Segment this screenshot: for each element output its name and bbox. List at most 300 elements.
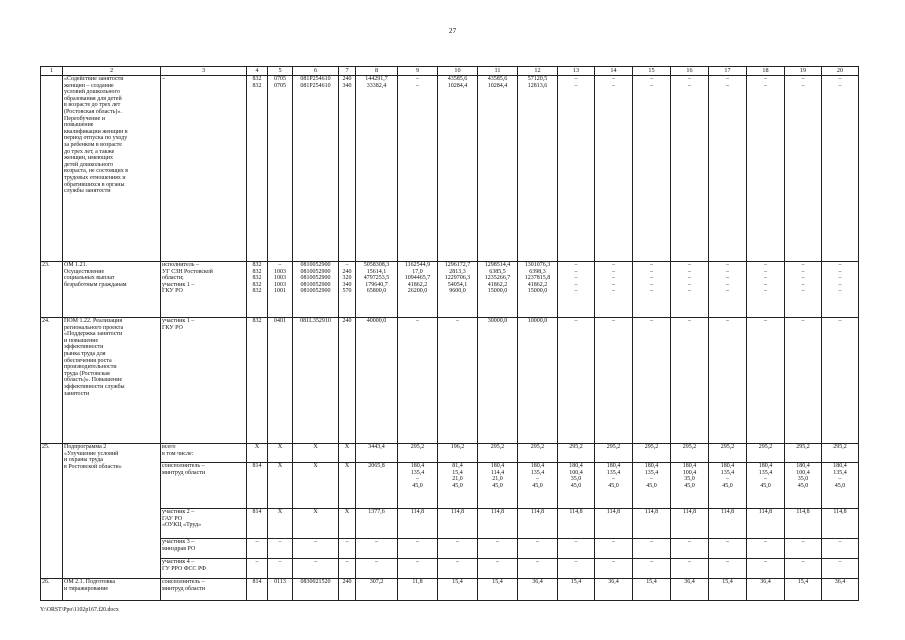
value-cell [268,509,293,539]
cell-line: – [838,476,842,483]
cell-line: 1003 [274,275,286,282]
value-cell [478,509,518,539]
cell-line: 114,4 [490,469,505,476]
cell-line: 0705 [274,76,286,82]
cell-line: 36,4 [834,579,846,585]
row-number-cell [41,76,63,262]
cell-line: 295,2 [796,444,810,450]
value-cell [671,579,709,601]
cell-line: 295,2 [720,444,735,450]
cell-line: – [764,268,767,275]
cell-line: службы занятости [64,188,111,195]
cell-line: – [345,262,349,268]
cell-line: 15,4 [722,579,733,585]
cell-line: – [345,539,349,545]
value-cell [478,318,518,444]
value-cell [356,444,398,463]
cell-line: 114,8 [796,509,810,515]
cell-line: – [650,275,653,282]
cell-line: X [344,463,350,469]
value-cell [747,559,785,579]
cell-line: 3443,4 [368,444,385,450]
cell-line: 135,4 [720,469,735,476]
value-cell [785,579,822,601]
cell-line: – [574,82,578,89]
cell-line: 2813,3 [449,268,466,275]
cell-line: – [416,82,419,89]
cell-line: 295,2 [833,444,847,450]
cell-line: 81,4 [452,463,463,469]
cell-line: занятости [64,390,90,397]
cell-line: – [574,318,578,324]
cell-line: социальных выплат [64,275,115,282]
value-cell [356,559,398,579]
cell-line: 179640,7 [365,281,388,288]
value-cell [785,76,822,262]
cell-line: 081P254610 [300,76,331,82]
table-row [41,579,859,601]
header-row [41,67,859,76]
header-cell: 6 [293,67,339,76]
name-cell [63,579,161,601]
value-cell [671,463,709,509]
value-cell [558,463,595,509]
cell-line: 1003 [274,268,286,275]
value-cell [247,444,268,463]
cell-line: ГУ РРО ФСС РФ [162,565,207,572]
cell-line: – [612,275,615,282]
cell-line: – [801,539,805,545]
cell-line: 15,4 [452,469,463,476]
cell-line: ГАУ РО [162,515,183,522]
value-cell [478,76,518,262]
cell-line: – [574,539,578,545]
cell-line: – [838,281,842,288]
table-row [41,262,859,318]
cell-line: 30000,0 [487,318,508,324]
header-cell: 17 [709,67,747,76]
value-cell [595,579,633,601]
cell-line: – [375,559,378,565]
name-cell [63,318,161,444]
value-cell [595,76,633,262]
value-cell [595,559,633,579]
cell-line: 180,4 [644,463,659,469]
cell-line: 180,4 [569,463,583,469]
cell-line: 1094465,7 [404,275,431,282]
value-cell [671,76,709,262]
value-cell [356,463,398,509]
value-cell [785,559,822,579]
cell-line: 15614,1 [366,268,387,275]
value-cell [518,463,558,509]
value-cell [398,262,438,318]
value-cell [558,559,595,579]
cell-line: 295,2 [606,444,621,450]
cell-line: регионального проекта [64,324,124,331]
cell-line: – [612,559,615,565]
executor-cell [161,559,247,579]
cell-line: возраста, не состоящих в [64,168,129,175]
value-cell [671,539,709,559]
value-cell [558,76,595,262]
cell-line: минтруд области [162,585,206,592]
value-cell [438,262,478,318]
cell-line: 240 [342,76,352,82]
cell-line: и повышение [64,337,99,344]
value-cell [633,579,671,601]
cell-line: – [764,76,767,82]
cell-line: 65800,0 [366,288,387,295]
cell-line: 081L352910 [300,318,331,324]
cell-line: 114,8 [410,509,425,515]
value-cell [247,509,268,539]
cell-line: – [612,76,615,82]
cell-line: X [344,444,350,450]
cell-line: 180,4 [530,463,545,469]
value-cell [822,444,859,463]
cell-line: «ОУКЦ «Труд» [162,522,202,529]
value-cell [595,318,633,444]
value-cell [339,318,356,444]
cell-line: – [456,559,459,565]
name-cell [63,262,161,318]
cell-line: 10000,0 [527,318,548,324]
cell-line: ГКУ РО [162,288,183,295]
value-cell [293,579,339,601]
value-cell [339,463,356,509]
cell-line: 295,2 [490,444,505,450]
cell-line: в Ростовской области» [64,463,122,470]
value-cell [709,539,747,559]
cell-line: 0810052900 [300,262,331,268]
cell-line: – [612,476,615,483]
value-cell [268,76,293,262]
value-cell [356,76,398,262]
cell-line: – [688,262,691,268]
cell-line: 295,2 [682,444,697,450]
cell-line: 1229706,3 [444,275,471,282]
cell-line: 295,2 [569,444,583,450]
cell-line: 0810052900 [300,288,331,295]
cell-line: 832 [252,281,262,288]
cell-line: 180,4 [490,463,505,469]
cell-line: соисполнитель – [162,463,205,469]
cell-line: – [801,262,805,268]
cell-line: 1301076,3 [524,262,551,268]
cell-line: – [650,318,653,324]
cell-line: 340 [342,82,352,89]
cell-line: X [277,463,283,469]
value-cell [438,318,478,444]
cell-line: 1003 [274,281,286,288]
executor-cell [161,318,247,444]
value-cell [293,559,339,579]
cell-line: 45,0 [412,482,423,489]
value-cell [822,76,859,262]
cell-line: исполнитель – [162,262,199,268]
cell-line: – [650,76,653,82]
cell-line: 6398,3 [529,268,546,275]
cell-line: 180,4 [682,463,697,469]
cell-line: 180,4 [720,463,735,469]
cell-line: соисполнитель – [162,579,205,585]
value-cell [747,509,785,539]
cell-line: – [650,559,653,565]
value-cell [709,444,747,463]
cell-line: – [764,82,767,89]
header-cell: 19 [785,67,822,76]
value-cell [339,579,356,601]
value-cell [709,318,747,444]
cell-line: 114,8 [644,509,659,515]
value-cell [595,444,633,463]
cell-line: эффективности службы [64,383,125,390]
value-cell [356,509,398,539]
header-cell: 10 [438,67,478,76]
value-cell [709,262,747,318]
value-cell [785,463,822,509]
cell-line: – [764,281,767,288]
cell-line: 33382,4 [366,82,387,89]
cell-line: 15,4 [452,579,463,585]
cell-line: – [416,476,419,483]
cell-line: 36,4 [608,579,619,585]
cell-line: обратившихся в органы [64,181,125,188]
value-cell [339,539,356,559]
value-cell [293,444,339,463]
cell-line: 45,0 [797,482,809,489]
header-cell: 8 [356,67,398,76]
cell-line: 114,8 [606,509,621,515]
cell-line: X [254,444,260,450]
cell-line: – [314,539,317,545]
cell-line: – [255,559,259,565]
cell-line: «Поддержка занятости [64,331,123,338]
cell-line: – [416,559,419,565]
cell-line: и тиражирование [64,585,109,592]
value-cell [438,76,478,262]
value-cell [356,539,398,559]
cell-line: – [574,262,578,268]
cell-line: 295,2 [530,444,545,450]
cell-line: 45,0 [570,482,582,489]
cell-line: УГ СЗН Ростовской [162,268,213,275]
table-row [41,318,859,444]
value-cell [339,559,356,579]
value-cell [478,539,518,559]
cell-line: 1001 [274,288,286,295]
cell-line: – [688,288,691,295]
cell-line: «Содействие занятости [64,76,124,82]
cell-line: 45,0 [452,482,463,489]
cell-line: – [801,318,805,324]
cell-line: 11,8 [412,579,423,585]
row-number-cell [41,444,63,579]
value-cell [247,463,268,509]
cell-line: 23. [42,262,50,268]
table-row [41,463,859,509]
cell-line: – [536,476,539,483]
cell-line: – [764,539,767,545]
budget-table [40,66,859,601]
cell-line: – [726,318,729,324]
cell-line: – [536,559,539,565]
cell-line: – [574,275,578,282]
cell-line: – [496,539,499,545]
cell-line: 100,4 [569,469,583,476]
cell-line: – [726,268,729,275]
cell-line: 10284,4 [487,82,508,89]
cell-line: 114,8 [720,509,735,515]
cell-line: женщин – создание [64,82,114,89]
cell-line: 45,0 [760,482,771,489]
cell-line: женщин, имеющих [64,155,113,162]
cell-line: – [726,288,729,295]
cell-line: 144291,7 [365,76,388,82]
value-cell [785,262,822,318]
row-number-cell [41,318,63,444]
header-cell: 1 [41,67,63,76]
header-cell: 15 [633,67,671,76]
value-cell [293,539,339,559]
cell-line: – [456,318,459,324]
cell-line: 0705 [274,82,286,89]
value-cell [247,539,268,559]
cell-line: – [688,268,691,275]
value-cell [558,579,595,601]
cell-line: 5058308,3 [363,262,390,268]
cell-line: 240 [342,318,352,324]
cell-line: – [726,275,729,282]
cell-line: – [612,82,615,89]
cell-line: – [416,539,419,545]
cell-line: повышение [64,122,94,129]
cell-line: 41862,2 [487,281,508,288]
value-cell [438,539,478,559]
cell-line: Подпрограмма 2 [64,444,107,450]
cell-line: всего [162,444,176,450]
cell-line: 832 [252,268,262,275]
value-cell [785,539,822,559]
value-cell [518,559,558,579]
cell-line: – [255,539,259,545]
cell-line: 45,0 [608,482,619,489]
cell-line: – [688,281,691,288]
cell-line: 15,4 [492,579,503,585]
cell-line: – [801,76,805,82]
cell-line: – [838,275,842,282]
cell-line: 135,4 [644,469,659,476]
cell-line: 832 [252,318,262,324]
value-cell [785,444,822,463]
value-cell [671,318,709,444]
cell-line: области; [162,275,184,282]
cell-line: 0810052900 [300,275,331,282]
value-cell [268,579,293,601]
cell-line: образования для детей [64,95,122,102]
value-cell [595,539,633,559]
cell-line: 45,0 [722,482,733,489]
cell-line: 180,4 [833,463,847,469]
cell-line: X [344,509,350,515]
cell-line: 15,4 [570,579,582,585]
cell-line: 196,2 [450,444,465,450]
cell-line: – [801,268,805,275]
cell-line: – [838,268,842,275]
cell-line: – [688,539,691,545]
cell-line: 57120,5 [527,76,548,82]
value-cell [268,262,293,318]
cell-line: 24. [42,318,50,324]
cell-line: минздрав РО [162,545,196,552]
header-cell: 3 [161,67,247,76]
cell-line: 340 [342,281,352,288]
header-cell: 2 [63,67,161,76]
value-cell [709,559,747,579]
page-number: 27 [448,26,457,35]
cell-line: – [574,76,578,82]
value-cell [356,318,398,444]
cell-line: – [650,288,653,295]
cell-line: 0113 [274,579,286,585]
cell-line: 114,8 [682,509,697,515]
cell-line: 570 [342,288,352,295]
value-cell [518,509,558,539]
value-cell [785,318,822,444]
value-cell [268,318,293,444]
cell-line: обеспечения роста [64,357,112,364]
cell-line: участник 4 – [162,559,195,565]
value-cell [398,463,438,509]
value-cell [356,262,398,318]
cell-line: – [726,262,729,268]
cell-line: эффективности [64,344,104,351]
cell-line: 114,8 [450,509,465,515]
cell-line: – [574,559,578,565]
cell-line: – [650,281,653,288]
cell-line: 54054,1 [447,281,468,288]
cell-line: 0810052900 [300,281,331,288]
cell-line: X [313,509,318,515]
cell-line: и охраны труда [64,457,103,464]
cell-line: – [838,76,842,82]
cell-line: 832 [252,76,262,82]
table-row [41,559,859,579]
cell-line: – [838,559,842,565]
cell-line: – [801,82,805,89]
cell-line: 135,4 [758,469,773,476]
cell-line: – [688,318,691,324]
cell-line: детей дошкольного [64,161,114,168]
value-cell [633,559,671,579]
cell-line: 240 [342,268,352,275]
cell-line: 180,4 [796,463,810,469]
cell-line: – [574,281,578,288]
cell-line: – [726,82,729,89]
cell-line: – [650,82,653,89]
cell-line: область)». Повышение [64,377,123,384]
cell-line: квалификации женщин в [64,128,128,135]
cell-line: 240 [342,579,352,585]
cell-line: – [764,476,767,483]
value-cell [339,262,356,318]
value-cell [247,318,268,444]
value-cell [785,509,822,539]
cell-line: 45,0 [646,482,657,489]
cell-line: ПОМ 1.22. Реализация [64,318,123,324]
cell-line: – [574,288,578,295]
